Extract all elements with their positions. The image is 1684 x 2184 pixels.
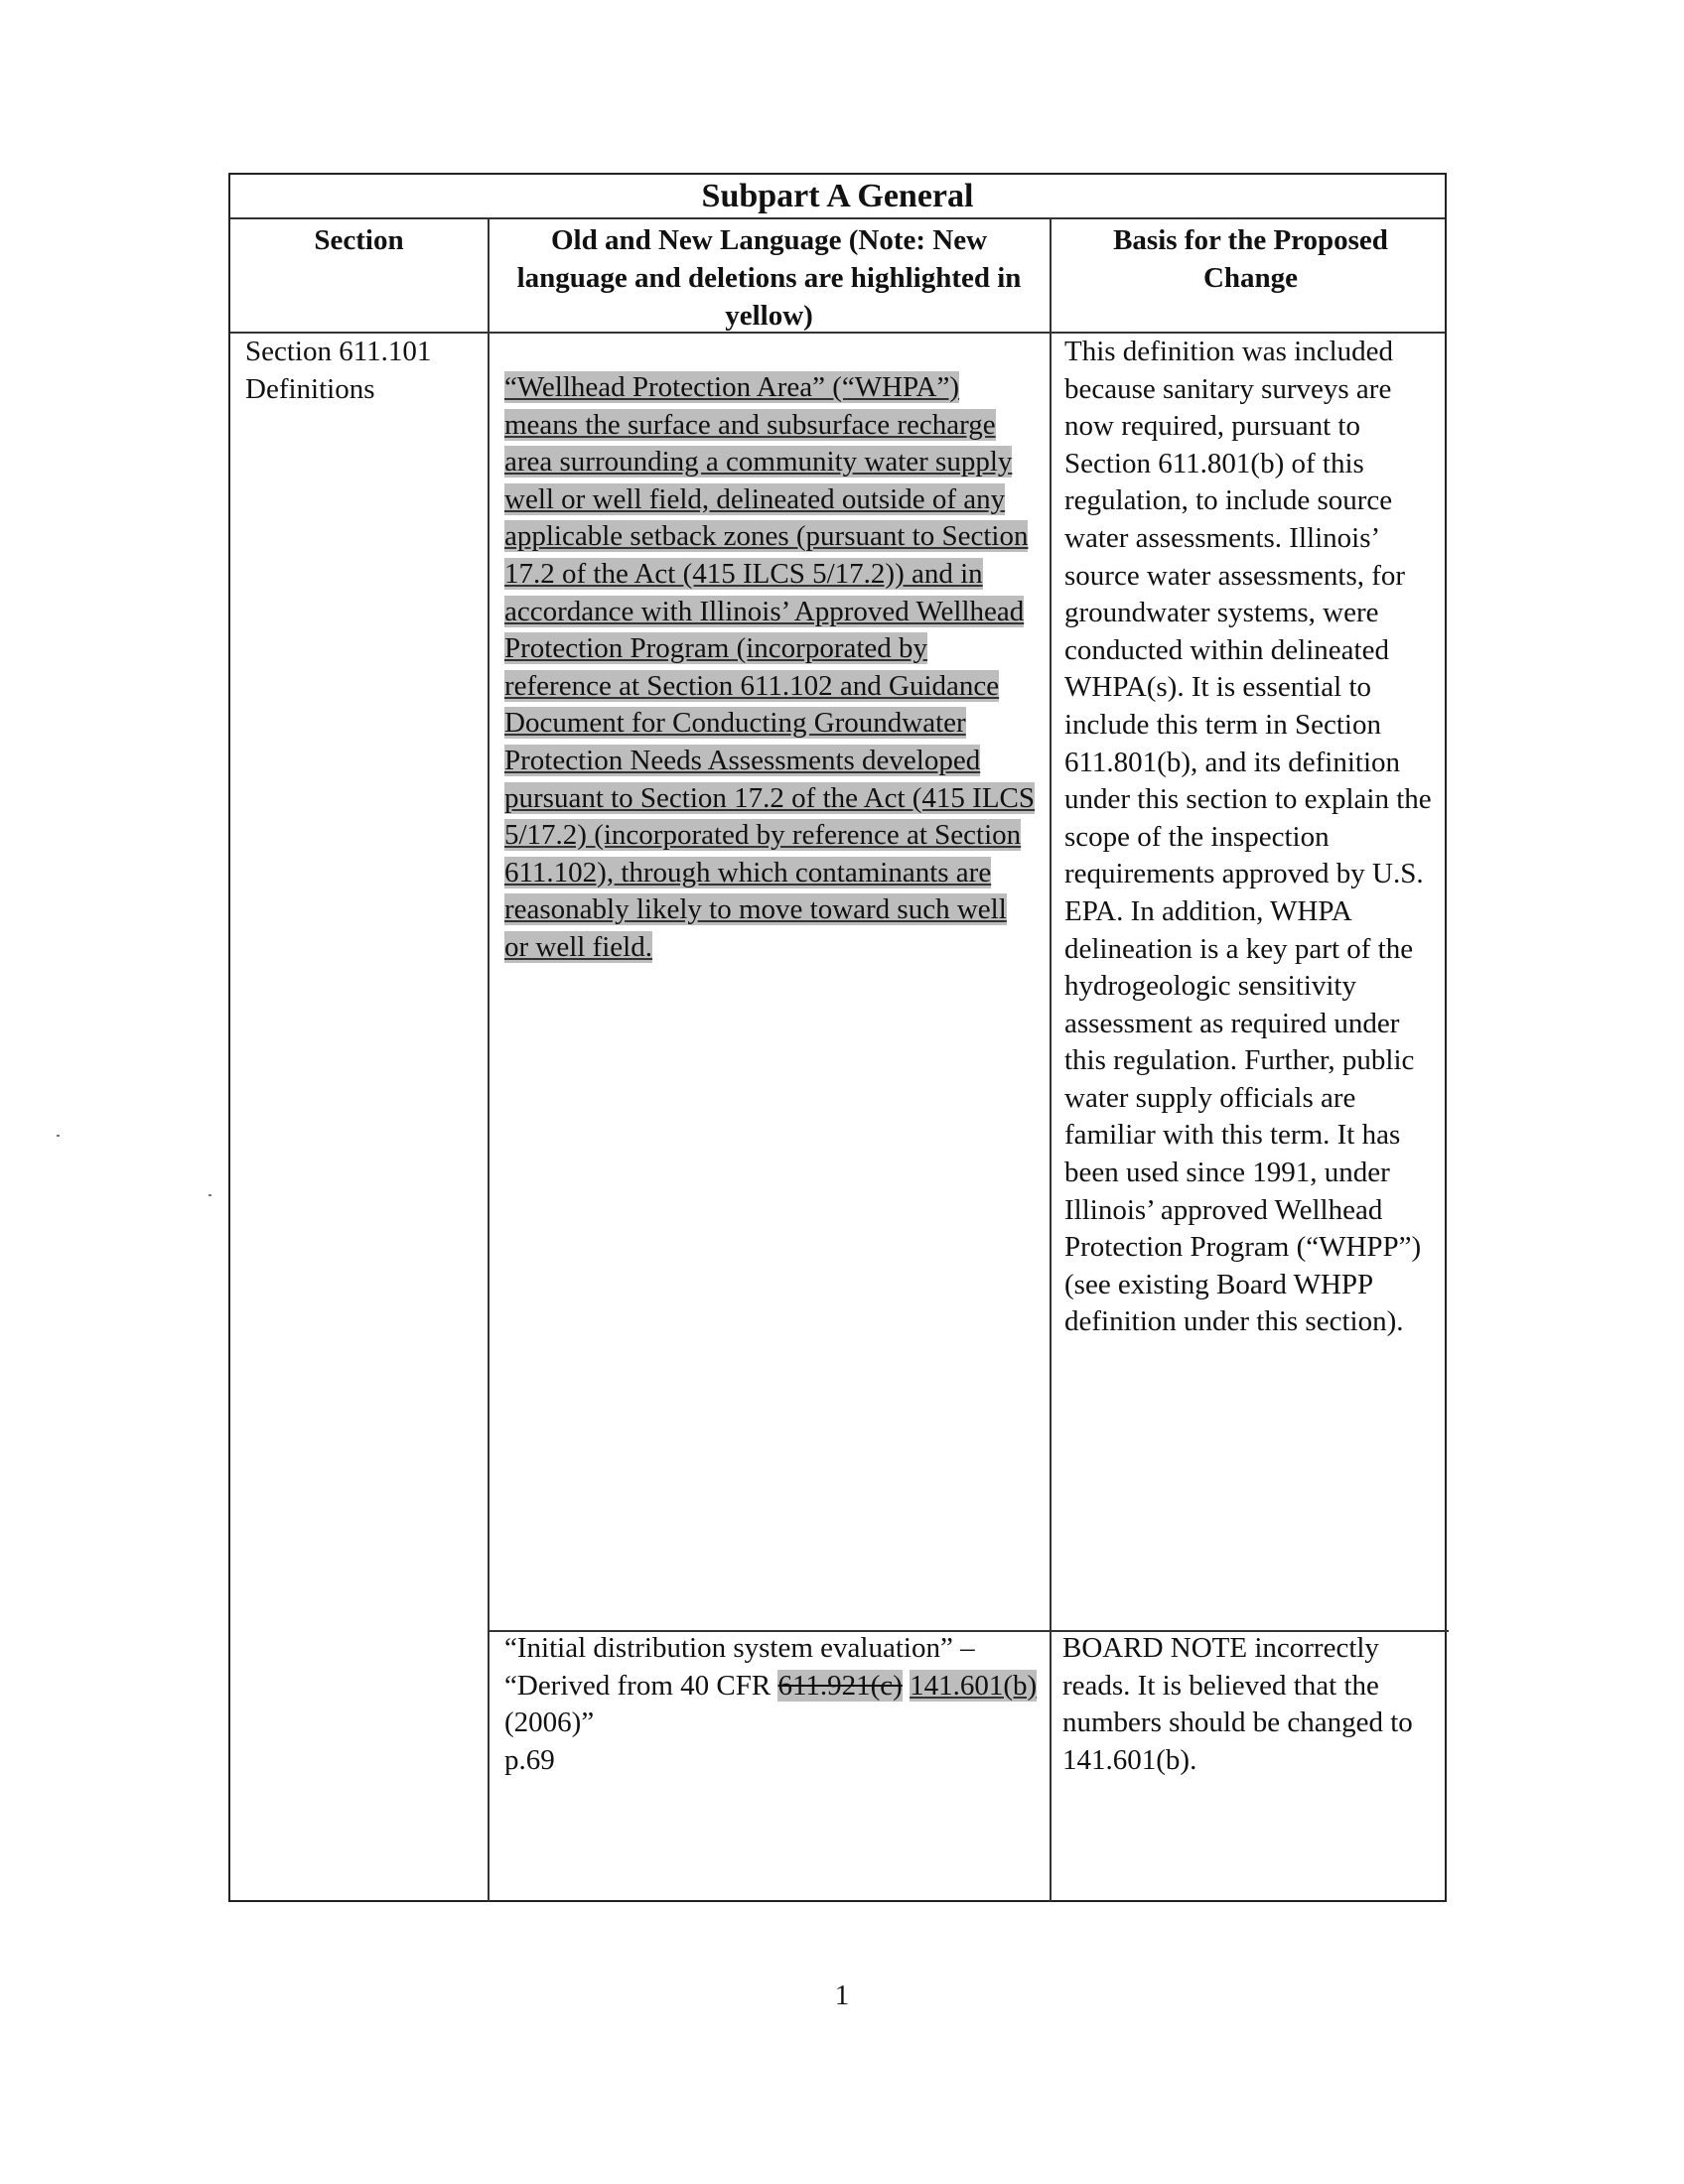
header-basis: Basis for the Proposed Change — [1113, 224, 1388, 294]
row1-basis: This definition was included because sanitary surveys are now required, pursuant to Section 611.801(b) of this regulation, to include source water assessments. Illinois’ source water assessments, for groundwater systems, were conducted within delineated WHPA(s). It is essential to include this term in Section 611.801(b), and its definition under this section to explain the scope of the inspection requirements approved by U.S. EPA. In addition, WHPA delineation is a key part of the hydrogeologic sensitivity assessment as required under this regulation. Further, public water supply officials are familiar with this term. It has been used since 1991, under Illinois’ approved Wellhead Protection Program (“WHPP”) (see existing Board WHPP definition under this section). — [1064, 336, 1432, 1338]
row2-language-deleted: 611.921(c) — [777, 1669, 903, 1702]
row1-section: Section 611.101 Definitions — [245, 336, 432, 405]
header-language: Old and New Language (Note: New language and deletions are highlighted in yellow) — [516, 224, 1022, 332]
column-divider-2 — [1050, 217, 1052, 1902]
row2-language-inserted: 141.601(b) — [910, 1669, 1038, 1702]
page-number: 1 — [834, 1979, 850, 2011]
row1-language — [504, 369, 1037, 967]
title-divider — [230, 217, 1445, 219]
comparison-table — [228, 173, 1447, 1902]
table-title: Subpart A General — [701, 178, 974, 214]
scan-speck — [209, 1194, 211, 1196]
row2-basis: BOARD NOTE incorrectly reads. It is believed that the numbers should be changed to 141.601(b). — [1062, 1632, 1413, 1776]
row2-language — [504, 1630, 1041, 1779]
column-divider-1 — [488, 217, 490, 1902]
row1-language-highlight: “Wellhead Protection Area” (“WHPA”) means the surface and subsurface recharge area surrounding a community water supply well or well field, delineated outside of any applicable setback zones (pursuant to Section 17.2 of the Act (415 ILCS 5/17.2)) and in accordance with Illinois’ Approved Wellhead Protection Program (incorporated by reference at Section 611.102 and Guidance Document for Conducting Groundwater Protection Needs Assessments developed pursuant to Section 17.2 of the Act (415 ILCS 5/17.2) (incorporated by reference at Section 611.102), through which contaminants are reasonably likely to move toward such well or well field. — [504, 371, 1036, 963]
row2-language-prefix: “Initial distribution system evaluation” – “Derived from 40 CFR — [504, 1632, 975, 1702]
header-section: Section — [314, 224, 404, 256]
scan-speck — [57, 1135, 60, 1137]
row2-page-ref: p.69 — [504, 1743, 555, 1776]
row2-language-suffix: (2006)” — [504, 1706, 595, 1739]
